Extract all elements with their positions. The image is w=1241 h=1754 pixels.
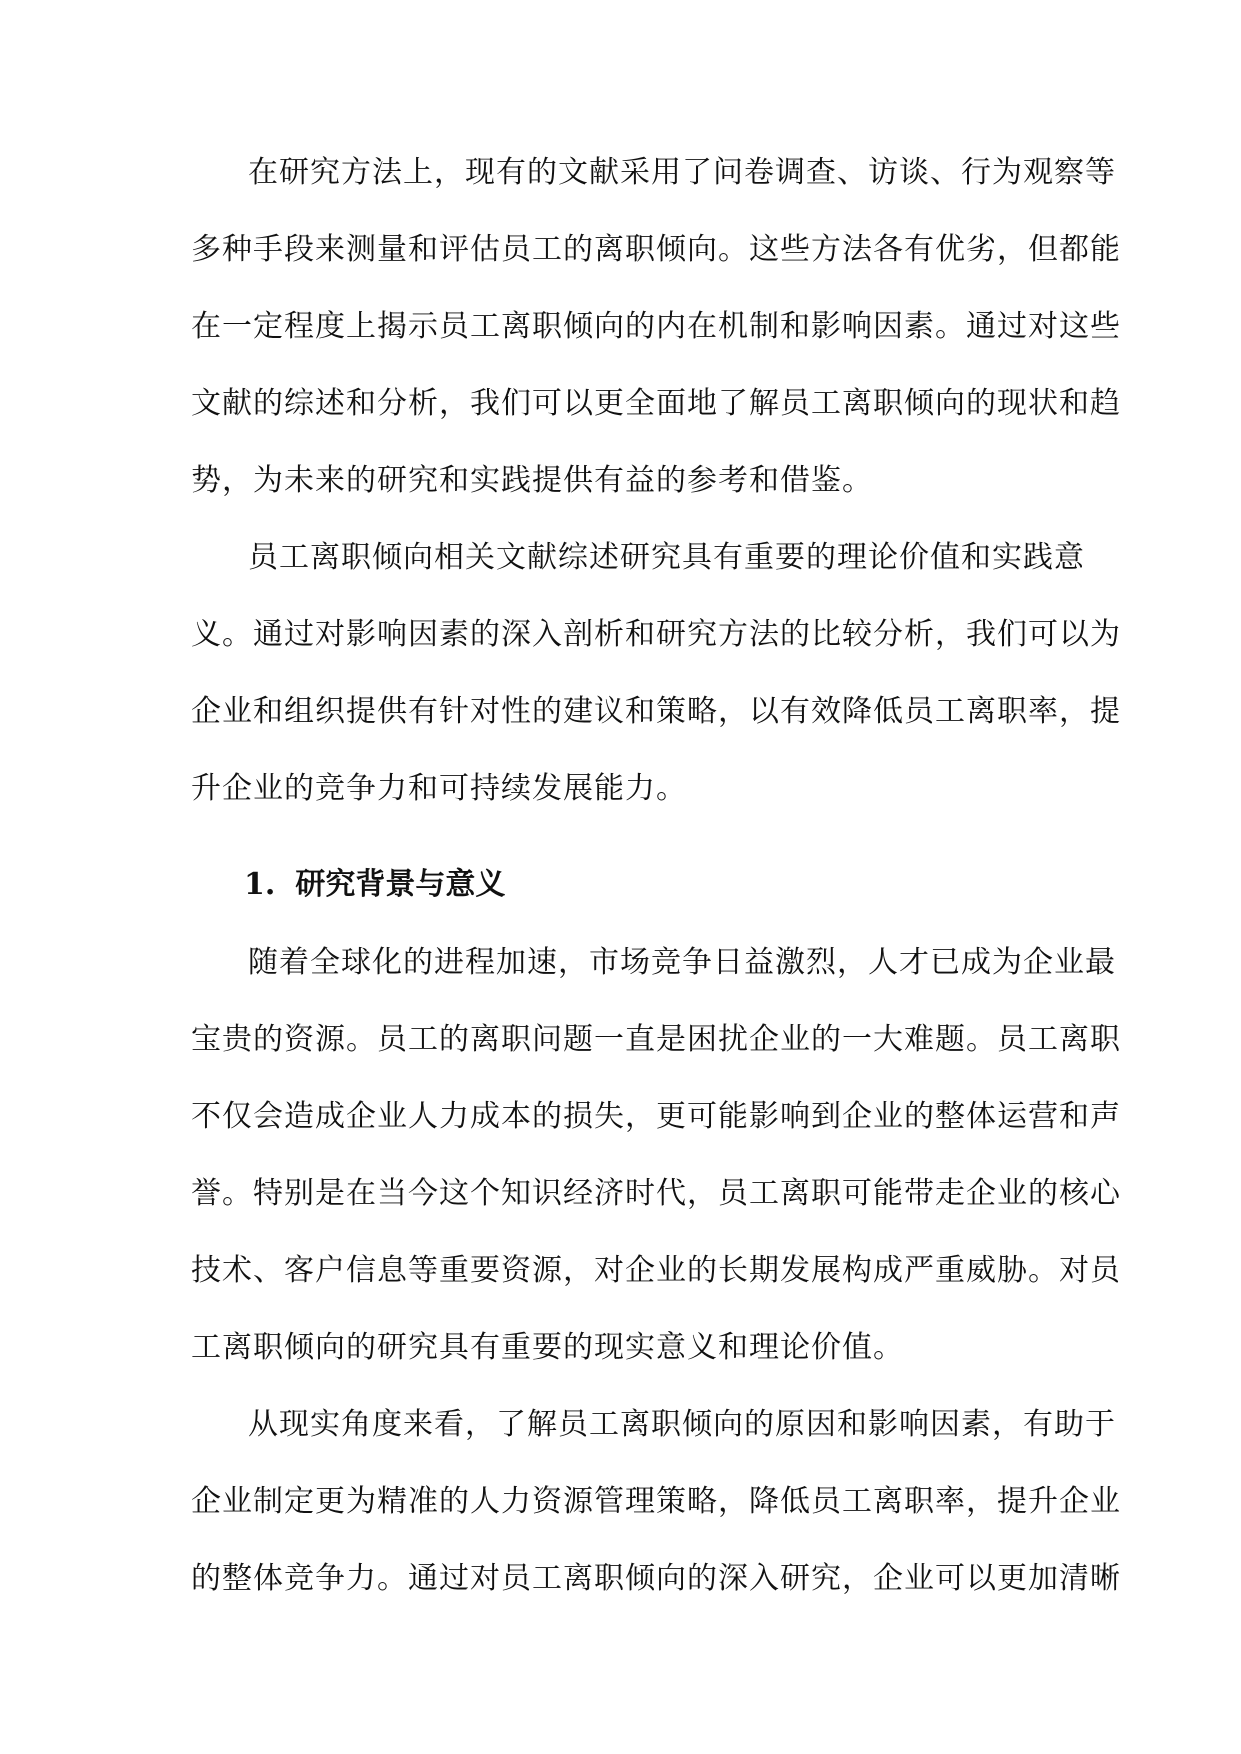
paragraph-4-line-1: 从现实角度来看，了解员工离职倾向的原因和影响因素，有助于 bbox=[248, 1407, 1116, 1442]
paragraph-1-line-1: 在研究方法上，现有的文献采用了问卷调查、访谈、行为观察等 bbox=[248, 155, 1116, 190]
paragraph-2-line-4: 升企业的竞争力和可持续发展能力。 bbox=[191, 771, 687, 806]
paragraph-4-line-2: 企业制定更为精准的人力资源管理策略，降低员工离职率，提升企业 bbox=[191, 1484, 1121, 1519]
paragraph-1-line-4: 文献的综述和分析，我们可以更全面地了解员工离职倾向的现状和趋 bbox=[191, 386, 1121, 421]
paragraph-3-line-1: 随着全球化的进程加速，市场竞争日益激烈，人才已成为企业最 bbox=[248, 945, 1116, 980]
paragraph-3-line-2: 宝贵的资源。员工的离职问题一直是困扰企业的一大难题。员工离职 bbox=[191, 1022, 1121, 1057]
paragraph-2-line-3: 企业和组织提供有针对性的建议和策略，以有效降低员工离职率，提 bbox=[191, 694, 1121, 729]
paragraph-3-line-5: 技术、客户信息等重要资源，对企业的长期发展构成严重威胁。对员 bbox=[191, 1253, 1121, 1288]
paragraph-3-line-3: 不仅会造成企业人力成本的损失，更可能影响到企业的整体运营和声 bbox=[191, 1099, 1121, 1134]
paragraph-2-line-1: 员工离职倾向相关文献综述研究具有重要的理论价值和实践意 bbox=[248, 540, 1085, 575]
paragraph-1-line-2: 多种手段来测量和评估员工的离职倾向。这些方法各有优劣，但都能 bbox=[191, 232, 1121, 267]
paragraph-3-line-4: 誉。特别是在当今这个知识经济时代，员工离职可能带走企业的核心 bbox=[191, 1176, 1121, 1211]
section-heading bbox=[244, 865, 505, 905]
paragraph-1-line-3: 在一定程度上揭示员工离职倾向的内在机制和影响因素。通过对这些 bbox=[191, 309, 1121, 344]
paragraph-2-line-2: 义。通过对影响因素的深入剖析和研究方法的比较分析，我们可以为 bbox=[191, 617, 1121, 652]
paragraph-3-line-6: 工离职倾向的研究具有重要的现实意义和理论价值。 bbox=[191, 1330, 904, 1365]
paragraph-4-line-3: 的整体竞争力。通过对员工离职倾向的深入研究，企业可以更加清晰 bbox=[191, 1561, 1121, 1596]
paragraph-1-line-5: 势，为未来的研究和实践提供有益的参考和借鉴。 bbox=[191, 463, 873, 498]
section-number: 1. bbox=[244, 867, 276, 902]
section-title: 研究背景与意义 bbox=[295, 867, 506, 902]
